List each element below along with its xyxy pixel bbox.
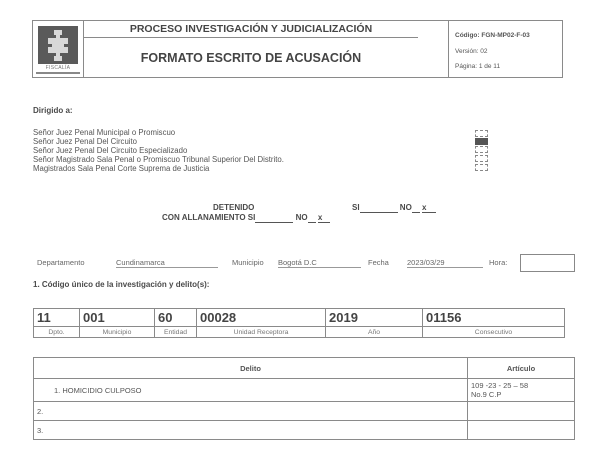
judge-option-1: Señor Juez Penal Municipal o Promiscuo <box>33 128 176 137</box>
logo-label: FISCALÍA <box>45 65 71 71</box>
version-text: Versión: 02 <box>455 48 488 55</box>
fecha-label: Fecha <box>368 258 389 267</box>
allanamiento-row <box>162 213 330 223</box>
delito-cell: 2. <box>34 402 468 421</box>
fecha-field[interactable]: 2023/03/29 <box>407 258 483 268</box>
label-anio: Año <box>326 327 423 338</box>
allanamiento-no-mark[interactable]: x <box>318 213 330 223</box>
delito-cell: 1. HOMICIDIO CULPOSO <box>34 379 468 402</box>
label-dpto: Dpto. <box>34 327 80 338</box>
articulo-line1: 109 -23 - 25 – 58 <box>471 381 529 390</box>
departamento-field[interactable]: Cundinamarca <box>116 258 218 268</box>
label-consecutivo: Consecutivo <box>423 327 565 338</box>
judge-checkbox-2[interactable] <box>475 138 488 145</box>
form-title: FORMATO ESCRITO DE ACUSACIÓN <box>140 51 362 65</box>
logo-bar <box>36 72 80 74</box>
codigo-unico-heading: 1. Código único de la investigación y delito(s): <box>33 280 210 289</box>
fiscalia-logo-icon <box>38 26 78 64</box>
codigo-unico-table <box>33 308 565 338</box>
articulo-cell <box>468 402 575 421</box>
detenido-no-mark[interactable]: x <box>422 203 436 213</box>
judge-checkbox-3[interactable] <box>475 146 488 153</box>
delito-header: Delito <box>34 358 468 379</box>
articulo-line2: No.9 C.P <box>471 390 502 399</box>
detenido-no-label: NO <box>399 203 412 212</box>
label-entidad: Entidad <box>155 327 197 338</box>
label-unidad: Unidad Receptora <box>197 327 326 338</box>
label-municipio: Municipio <box>80 327 155 338</box>
codigo-text: Código: FGN-MP02-F-03 <box>455 32 530 39</box>
code-dpto: 11 <box>34 309 80 327</box>
judge-option-3: Señor Juez Penal Del Circuito Especializado <box>33 146 188 155</box>
allanamiento-si-label: SI <box>247 213 256 222</box>
detenido-si-label: SI <box>352 203 360 212</box>
judge-checkbox-1[interactable] <box>475 130 488 137</box>
judge-option-2: Señor Juez Penal Del Circuito <box>33 137 138 146</box>
code-unidad: 00028 <box>197 309 326 327</box>
hora-label: Hora: <box>489 258 508 267</box>
municipio-label: Municipio <box>232 258 264 267</box>
table-row <box>34 402 575 421</box>
table-row <box>34 421 575 440</box>
dirigido-label: Dirigido a: <box>33 106 73 115</box>
articulo-cell <box>468 379 575 402</box>
detenido-si-no <box>352 203 436 213</box>
allanamiento-si-field[interactable] <box>255 213 293 223</box>
judge-option-4: Señor Magistrado Sala Penal o Promiscuo Tribunal Superior Del Distrito. <box>33 155 284 164</box>
allanamiento-label: CON ALLANAMIENTO <box>162 213 246 222</box>
delito-cell: 3. <box>34 421 468 440</box>
detenido-si-field[interactable] <box>360 203 398 213</box>
municipio-field[interactable]: Bogotá D.C <box>278 258 361 268</box>
pagina-text: Página: 1 de 11 <box>455 63 501 70</box>
judge-checkbox-4[interactable] <box>475 155 488 162</box>
code-entidad: 60 <box>155 309 197 327</box>
table-row <box>34 379 575 402</box>
process-title: PROCESO INVESTIGACIÓN Y JUDICIALIZACIÓN <box>84 20 418 38</box>
detenido-label: DETENIDO <box>213 203 255 212</box>
departamento-label: Departamento <box>37 258 85 267</box>
code-anio: 2019 <box>326 309 423 327</box>
articulo-cell <box>468 421 575 440</box>
judge-checkbox-5[interactable] <box>475 164 488 171</box>
delitos-table <box>33 357 575 440</box>
hora-field[interactable] <box>520 254 575 272</box>
judge-option-5: Magistrados Sala Penal Corte Suprema de Justicia <box>33 164 210 173</box>
allanamiento-no-label: NO <box>295 213 308 222</box>
articulo-header: Artículo <box>468 358 575 379</box>
code-municipio: 001 <box>80 309 155 327</box>
code-consecutivo: 01156 <box>423 309 565 327</box>
